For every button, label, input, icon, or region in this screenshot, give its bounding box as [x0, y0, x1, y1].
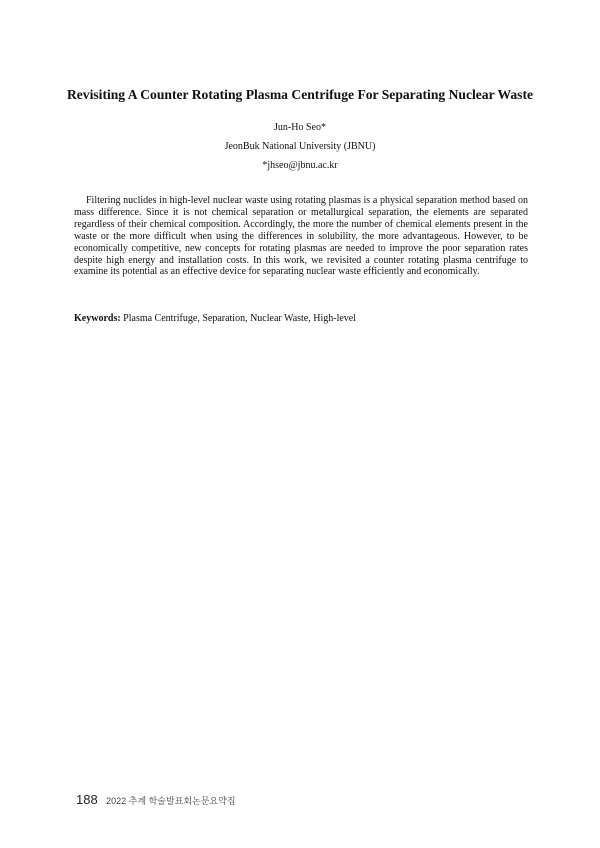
page-number: 188: [76, 792, 98, 807]
conference-proceedings-title: 2022 추계 학술발표회논문요약집: [106, 796, 236, 806]
keywords-list: Plasma Centrifuge, Separation, Nuclear Waste, High-level: [123, 313, 356, 324]
author-email: *jhseo@jbnu.ac.kr: [262, 160, 338, 171]
paper-title: Revisiting A Counter Rotating Plasma Centrifuge For Separating Nuclear Waste: [66, 87, 534, 102]
page-footer: [76, 791, 236, 809]
abstract-text: Filtering nuclides in high-level nuclear waste using rotating plasmas is a physical separation method based on mass difference. Since it is not chemical separation or metallurgical separation, the elements are separated regardless of their chemical composition. Accordingly, the more the number of chemical elements present in the waste or the more difficult when using the differences in solubility, the more advantageous. However, to be economically competitive, new concepts for rotating plasmas are needed to improve the poor separation rates despite high energy and installation costs. In this work, we revisited a counter rotating plasma centrifuge to examine its potential as an effective device for separating nuclear waste efficiently and economically.: [74, 195, 528, 278]
keywords-line: [74, 312, 528, 325]
author-name: Jun-Ho Seo*: [274, 122, 326, 133]
author-affiliation: JeonBuk National University (JBNU): [224, 141, 376, 152]
keywords-label: Keywords:: [74, 313, 121, 324]
